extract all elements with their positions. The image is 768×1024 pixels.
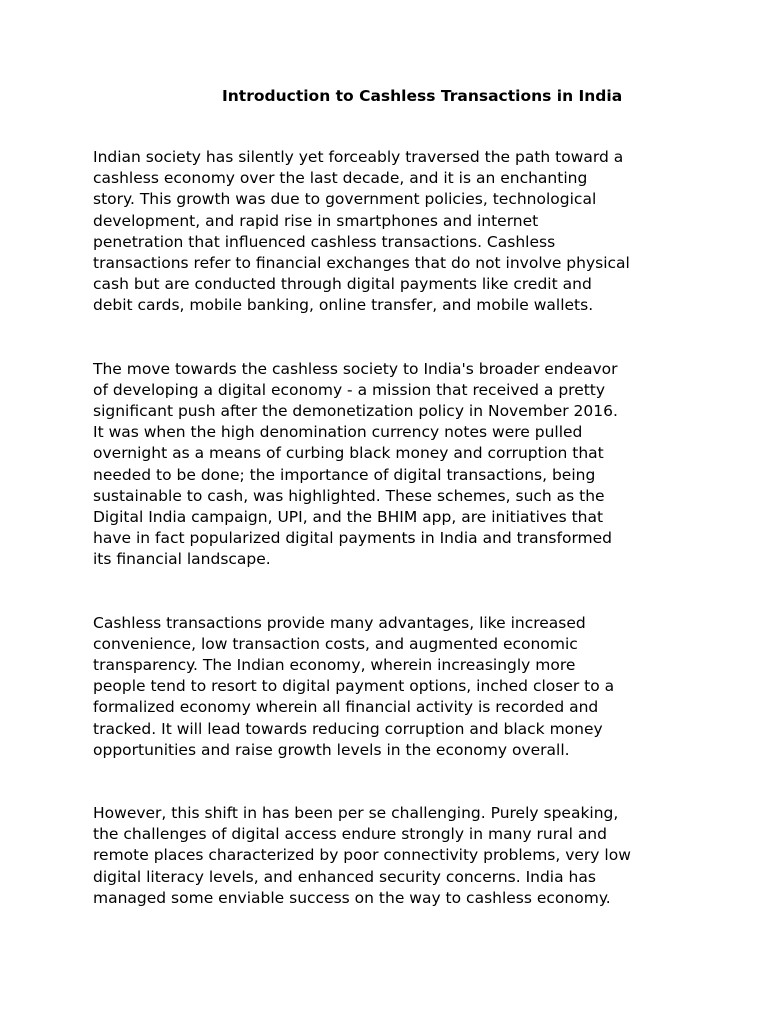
text-line: formalized economy wherein all financial activity is recorded and	[93, 698, 599, 717]
text-line: of developing a digital economy - a mission that received a pretty	[93, 380, 606, 399]
text-line: cash but are conducted through digital payments like credit and	[93, 275, 592, 294]
text-line: The move towards the cashless society to India's broader endeavor	[93, 359, 618, 378]
text-line: sustainable to cash, was highlighted. These schemes, such as the	[93, 486, 605, 505]
text-line: people tend to resort to digital payment options, inched closer to a	[93, 677, 615, 696]
text-line: the challenges of digital access endure strongly in many rural and	[93, 825, 607, 844]
paragraph-1	[93, 147, 683, 317]
text-line: opportunities and raise growth levels in the economy overall.	[93, 740, 570, 759]
text-line: remote places characterized by poor connectivity problems, very low	[93, 846, 631, 865]
text-line: penetration that influenced cashless transactions. Cashless	[93, 232, 556, 251]
text-line: digital literacy levels, and enhanced security concerns. India has	[93, 867, 596, 886]
text-line: However, this shift in has been per se challenging. Purely speaking,	[93, 804, 619, 823]
paragraph-3	[93, 613, 683, 761]
document-title: Introduction to Cashless Transactions in India	[222, 87, 623, 105]
text-line: convenience, low transaction costs, and augmented economic	[93, 634, 578, 653]
text-line: debit cards, mobile banking, online transfer, and mobile wallets.	[93, 296, 594, 315]
text-line: development, and rapid rise in smartphones and internet	[93, 211, 539, 230]
text-line: overnight as a means of curbing black money and corruption that	[93, 444, 604, 463]
paragraph-2	[93, 359, 683, 571]
text-line: It was when the high denomination currency notes were pulled	[93, 423, 583, 442]
text-line: tracked. It will lead towards reducing corruption and black money	[93, 719, 603, 738]
text-line: transactions refer to financial exchanges that do not involve physical	[93, 254, 630, 273]
text-line: story. This growth was due to government policies, technological	[93, 190, 597, 209]
text-line: needed to be done; the importance of digital transactions, being	[93, 465, 596, 484]
text-line: significant push after the demonetization policy in November 2016.	[93, 402, 618, 421]
text-line: its financial landscape.	[93, 550, 271, 569]
text-line: transparency. The Indian economy, wherein increasingly more	[93, 656, 576, 675]
text-line: managed some enviable success on the way to cashless economy.	[93, 888, 611, 907]
text-line: Digital India campaign, UPI, and the BHIM app, are initiatives that	[93, 508, 604, 527]
paragraph-4	[93, 803, 683, 909]
text-line: have in fact popularized digital payments in India and transformed	[93, 529, 613, 548]
text-line: Cashless transactions provide many advantages, like increased	[93, 613, 586, 632]
text-line: Indian society has silently yet forceably traversed the path toward a	[93, 148, 624, 166]
document-body	[93, 147, 683, 951]
text-line: cashless economy over the last decade, and it is an enchanting	[93, 169, 588, 188]
